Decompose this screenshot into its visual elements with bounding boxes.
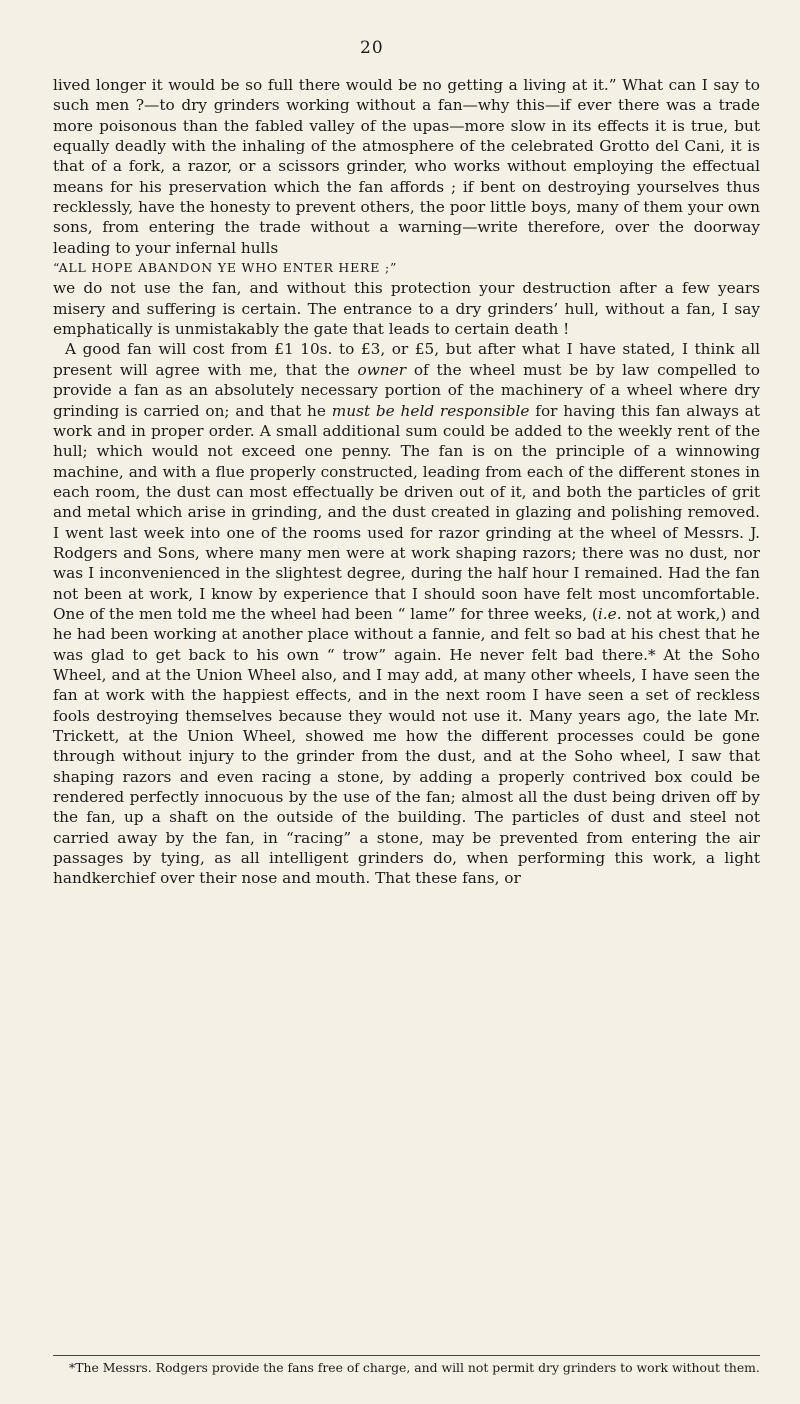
footnote-rule	[53, 1355, 760, 1356]
paragraph-text-segment: for having this fan always at work and in proper order. A small additional sum could be added to the weekly rent of the hull; which would not exceed one penny. The fan is on the principle of a winnowing machine, and with a flue properly constructed, leading from each of the different stones in each room, the dust can most effectually be driven out of it, and both the particles of grit and metal which arise in grinding, and the dust created in glazing and polishing removed. I went last week into one of the rooms used for razor grinding at the wheel of Messrs. J. Rodgers and Sons, where many men were at work shaping razors; there was no dust, nor was I inconvenienced in the slightest degree, during the half hour I remained. Had the fan not been at work, I know by experience that I should soon have felt most uncomfortable. One of the men told me the wheel had been “ lame” for three weeks, (	[53, 401, 760, 623]
paragraph-text-segment: of the wheel must be by law compelled to provide a fan as an absolutely necessary portion of the machinery of a wheel where dry grinding is carried on; and that he	[53, 360, 760, 420]
paragraph-text-segment: not at work,) and he had been working at another place without a fannie, and felt so bad at his chest that he was glad to get back to his own “ trow” again. He never felt bad there.* At the Soho Wheel, and at the Union Wheel also, and I may add, at many other wheels, I have seen the fan at work with the happiest effects, and in the next room I have seen a set of reckless fools destroying themselves because they would not use it. Many years ago, the late Mr. Trickett, at the Union Wheel, showed me how the different processes could be gone through without injury to the grinder from the dust, and at the Soho wheel, I saw that shaping razors and even racing a stone, by adding a properly contrived box could be rendered perfectly innocuous by the use of the fan; almost all the dust being driven off by the fan, up a shaft on the outside of the building. The particles of dust and steel not carried away by the fan, in “racing” a stone, may be prevented from entering the air passages by tying, as all intelligent grinders do, when performing this work, a light handkerchief over their nose and mouth. That these fans, or	[53, 604, 761, 888]
inscription-quotation: “ALL HOPE ABANDON YE WHO ENTER HERE ;”	[53, 260, 398, 276]
footnote-text: The Messrs. Rodgers provide the fans free of charge, and will not permit dry grinders to work without them.	[75, 1360, 760, 1375]
paragraph-dry-grinders-hull: we do not use the fan, and without this protection your destruction after a few years misery and suffering is certain. The entrance to a dry grinders’ hull, without a fan, I say emphatically is unmistakably the gate that leads to certain death !	[53, 279, 760, 339]
page-number: 20	[360, 38, 384, 58]
italic-ie: i.e.	[597, 604, 622, 623]
italic-must-be-held-responsible: must be held responsible	[331, 401, 530, 420]
footnote	[53, 1360, 760, 1376]
paragraph-fan-cost	[53, 339, 760, 888]
paragraph-continuation: lived longer it would be so full there would be no getting a living at it.” What can I say to such men ?—to dry grinders working without a fan—why this—if ever there was a trade more poisonous than the fabled valley of the upas—more slow in its effects it is true, but equally deadly with the inhaling of the atmosphere of the celebrated Grotto del Cani, it is that of a fork, a razor, or a scissors grinder, who works without employing the effectual means for his preservation which the fan affords ; if bent on destroying yourselves thus recklessly, have the honesty to prevent others, the poor little boys, many of them your own sons, from entering the trade without a warning—write therefore, over the doorway leading to your infernal hulls	[53, 76, 760, 257]
body-text	[53, 75, 760, 889]
footnote-mark: *	[69, 1360, 76, 1375]
italic-owner: owner	[357, 360, 407, 379]
paragraph-text-segment: A good fan will cost from £1 10s. to £3, or £5, but after what I have stated, I think all present will agree with me, that the	[53, 340, 760, 379]
